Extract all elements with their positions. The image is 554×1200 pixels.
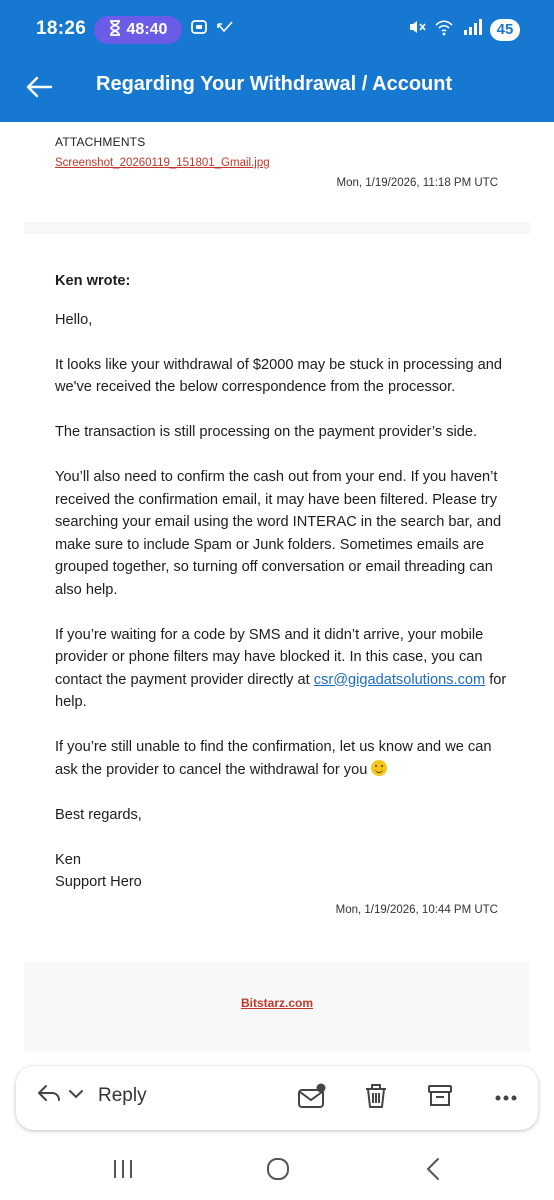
chevron-down-icon[interactable]	[68, 1087, 84, 1105]
app-bar	[0, 60, 554, 122]
timer-value: 48:40	[126, 21, 168, 38]
reply-toolbar	[16, 1066, 538, 1130]
delete-button[interactable]	[360, 1082, 392, 1114]
paragraph-5-text: If you’re still unable to find the confirmation, let us know and we can ask the provider to cancel the withdrawal for you	[55, 739, 492, 778]
archive-icon	[427, 1083, 453, 1114]
home-button[interactable]	[263, 1156, 293, 1186]
home-icon	[265, 1156, 291, 1187]
signature-title: Support Hero	[55, 874, 142, 890]
paragraph-2: The transaction is still processing on the payment provider’s side.	[55, 424, 478, 440]
paragraph-4-end: for help.	[55, 671, 507, 710]
paragraph-1: It looks like your withdrawal of $2000 may be stuck in processing and we've received the below correspondence from the processor.	[55, 356, 502, 395]
archive-button[interactable]	[424, 1082, 456, 1114]
hourglass-icon	[109, 20, 121, 41]
mark-unread-button[interactable]	[296, 1082, 328, 1114]
paragraph-4-text: If you’re waiting for a code by SMS and it didn’t arrive, your mobile provider or phone filters may have blocked it. In this case, you can contact the payment provider directly at	[55, 626, 484, 688]
page-title: Regarding Your Withdrawal / Account	[96, 73, 453, 95]
mark-unread-icon	[297, 1082, 327, 1115]
reply-icon	[36, 1082, 62, 1109]
greeting: Hello,	[55, 311, 93, 328]
closing: Best regards,	[55, 806, 142, 823]
screen-capture-icon	[190, 18, 208, 41]
author-line: Ken wrote:	[55, 273, 131, 289]
recents-icon	[111, 1158, 135, 1185]
back-button[interactable]	[22, 72, 56, 106]
system-nav-bar	[0, 1140, 554, 1200]
paragraph-3: You’ll also need to confirm the cash out from your end. If you haven’t received the confirmation email, it may have been filtered. Please try searching your email using the word INTERAC in the search bar, and make sure to include Spam or Junk folders. Sometimes emails are grouped together, so turning off conversation or email threading can also help.	[55, 469, 502, 598]
status-bar	[0, 0, 554, 60]
message-divider	[24, 222, 530, 234]
timer-chip[interactable]	[94, 16, 182, 44]
recents-button[interactable]	[108, 1156, 138, 1186]
signature-name: Ken	[55, 851, 81, 868]
nav-back-button[interactable]	[418, 1156, 448, 1186]
footer-link[interactable]: Bitstarz.com	[240, 996, 314, 1010]
message-body	[55, 270, 515, 894]
more-icon	[494, 1089, 518, 1107]
attachment-link[interactable]: Screenshot_20260119_151801_Gmail.jpg	[55, 157, 270, 169]
message-timestamp-2: Mon, 1/19/2026, 10:44 PM UTC	[335, 904, 498, 916]
reply-label: Reply	[98, 1084, 147, 1106]
more-button[interactable]	[490, 1082, 522, 1114]
back-icon	[423, 1156, 443, 1187]
missed-call-icon	[216, 18, 234, 41]
message-timestamp: Mon, 1/19/2026, 11:18 PM UTC	[336, 177, 498, 189]
email-link[interactable]: csr@gigadatsolutions.com	[313, 671, 486, 688]
back-arrow-icon	[25, 76, 53, 103]
smile-emoji-icon	[371, 760, 387, 776]
delete-icon	[363, 1082, 389, 1115]
wifi-icon	[434, 18, 454, 41]
attachments-label: ATTACHMENTS	[55, 135, 146, 149]
signal-icon	[462, 18, 482, 41]
clock: 18:26	[36, 18, 87, 39]
mute-icon	[408, 18, 426, 41]
paragraph-5	[55, 736, 515, 781]
paragraph-4	[55, 624, 515, 714]
battery-indicator: 45	[490, 19, 520, 41]
reply-button[interactable]	[36, 1082, 147, 1109]
